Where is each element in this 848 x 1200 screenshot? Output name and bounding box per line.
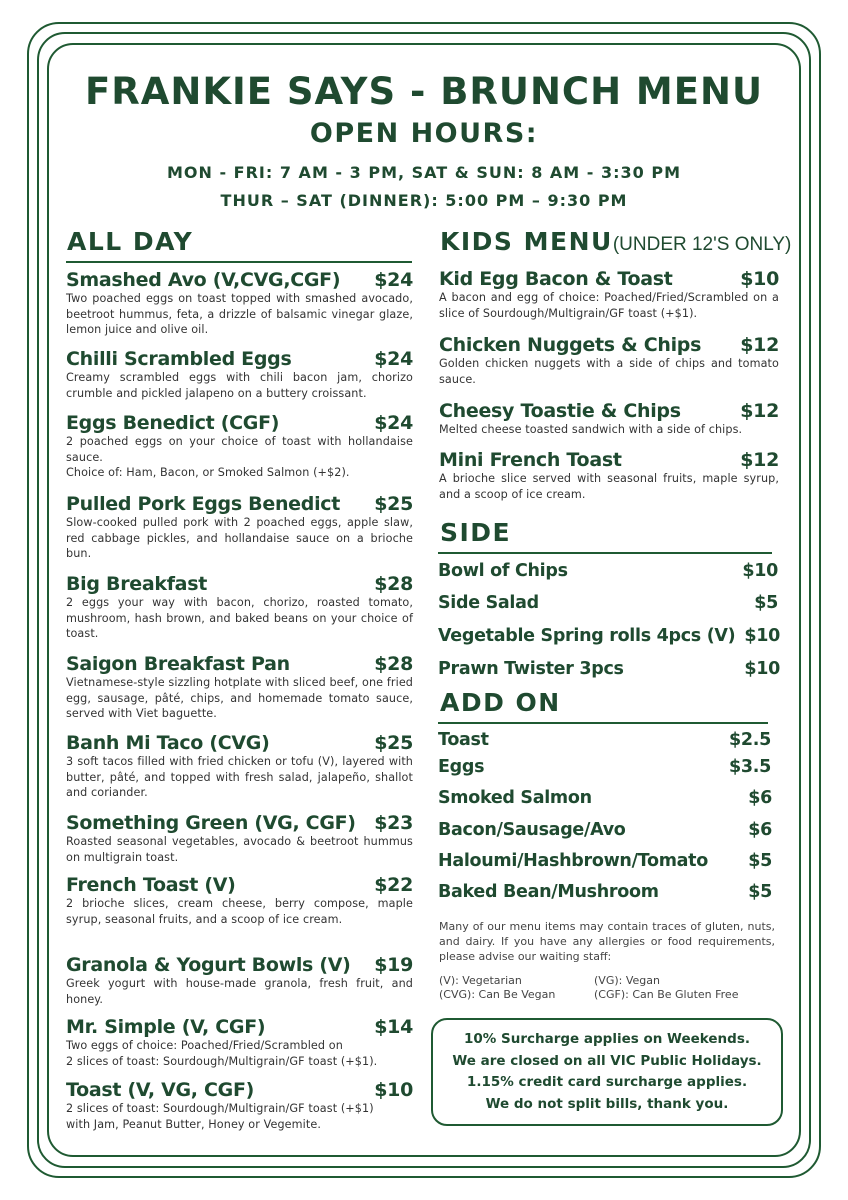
row-name: Baked Bean/Mushroom — [438, 882, 659, 902]
item-description: Creamy scrambled eggs with chili bacon jam, chorizo crumble and pickled jalapeno on a buttery croissant. — [66, 371, 413, 400]
menu-item — [66, 653, 413, 722]
item-name: Cheesy Toastie & Chips — [439, 400, 681, 422]
add-on-rule — [438, 722, 768, 724]
item-name: Mr. Simple (V, CGF) — [66, 1016, 266, 1038]
item-description: 2 poached eggs on your choice of toast with hollandaise sauce. — [66, 435, 413, 464]
row-name: Haloumi/Hashbrown/Tomato — [438, 851, 708, 871]
kids-menu-title: KIDS MENU — [440, 227, 613, 256]
row-name: Bowl of Chips — [438, 561, 568, 581]
row-price: $2.5 — [729, 730, 771, 750]
menu-item — [66, 1016, 413, 1069]
side-row — [438, 561, 778, 581]
row-price: $10 — [744, 626, 780, 646]
item-name: Big Breakfast — [66, 573, 207, 595]
item-price: $24 — [374, 269, 413, 291]
item-price: $23 — [374, 812, 413, 834]
notice-split-bills: We do not split bills, thank you. — [485, 1095, 729, 1112]
item-description: A brioche slice served with seasonal fruits, maple syrup, and a scoop of ice cream. — [439, 472, 779, 501]
menu-item — [66, 348, 413, 401]
item-price: $24 — [374, 348, 413, 370]
item-price: $28 — [374, 653, 413, 675]
item-description: 2 slices of toast: Sourdough/Multigrain/GF toast (+$1) — [66, 1102, 374, 1115]
item-description-extra: Choice of: Ham, Bacon, or Smoked Salmon (+$2). — [66, 466, 350, 479]
item-price: $19 — [374, 954, 413, 976]
item-description-extra: 2 slices of toast: Sourdough/Multigrain/GF toast (+$1). — [66, 1054, 378, 1068]
menu-item — [66, 269, 413, 338]
notice-weekend-surcharge: 10% Surcharge applies on Weekends. — [463, 1031, 750, 1047]
item-name: Chicken Nuggets & Chips — [439, 334, 702, 356]
row-name: Toast — [438, 730, 489, 750]
row-price: $10 — [742, 561, 778, 581]
item-name: Smashed Avo (V,CVG,CGF) — [66, 269, 341, 291]
menu-item — [66, 812, 413, 865]
item-description: Slow-cooked pulled pork with 2 poached eggs, apple slaw, red cabbage pickles, and hollandaise sauce on a brioche bun. — [66, 516, 413, 560]
item-name: Banh Mi Taco (CVG) — [66, 732, 270, 754]
menu-item — [66, 1079, 413, 1132]
dietary-legend — [439, 974, 779, 1002]
item-name: Kid Egg Bacon & Toast — [439, 268, 673, 290]
side-rule — [438, 552, 772, 554]
row-name: Side Salad — [438, 593, 539, 613]
hours-dinner: THUR – SAT (DINNER): 5:00 PM – 9:30 PM — [220, 191, 628, 210]
item-description: Two eggs of choice: Poached/Fried/Scrambled on — [66, 1039, 343, 1052]
add-on-row — [438, 882, 772, 902]
item-description: Melted cheese toasted sandwich with a side of chips. — [439, 423, 743, 436]
menu-title: FRANKIE SAYS - BRUNCH MENU — [84, 70, 764, 113]
menu-item — [66, 412, 413, 481]
side-row — [438, 626, 780, 646]
row-price: $6 — [748, 820, 772, 840]
row-name: Bacon/Sausage/Avo — [438, 820, 626, 840]
menu-item — [66, 874, 413, 927]
side-row — [438, 659, 780, 679]
item-price: $12 — [740, 400, 779, 422]
legend-can-be-vegan: (CVG): Can Be Vegan — [439, 988, 556, 1001]
menu-item — [439, 400, 779, 438]
item-name: Granola & Yogurt Bowls (V) — [66, 954, 351, 976]
item-price: $24 — [374, 412, 413, 434]
item-price: $25 — [374, 732, 413, 754]
add-on-row — [438, 730, 771, 750]
item-name: Toast (V, VG, CGF) — [66, 1079, 255, 1101]
add-on-row — [438, 851, 772, 871]
item-price: $10 — [740, 268, 779, 290]
add-on-heading: ADD ON — [440, 688, 561, 717]
row-name: Prawn Twister 3pcs — [438, 659, 624, 679]
add-on-row — [438, 820, 772, 840]
row-price: $3.5 — [729, 757, 771, 777]
kids-menu-heading — [440, 227, 791, 256]
surcharge-notice-box — [431, 1018, 783, 1126]
item-price: $12 — [740, 449, 779, 471]
menu-item — [66, 732, 413, 801]
item-name: Saigon Breakfast Pan — [66, 653, 290, 675]
legend-vegan: (VG): Vegan — [594, 974, 660, 987]
item-name: Something Green (VG, CGF) — [66, 812, 356, 834]
item-description: 2 brioche slices, cream cheese, berry compose, maple syrup, seasonal fruits, and a scoop of ice cream. — [66, 897, 413, 926]
item-description: 2 eggs your way with bacon, chorizo, roasted tomato, mushroom, hash brown, and baked beans on your choice of toast. — [66, 596, 413, 640]
all-day-rule — [66, 261, 412, 263]
item-name: Mini French Toast — [439, 449, 622, 471]
row-price: $10 — [744, 659, 780, 679]
item-name: Chilli Scrambled Eggs — [66, 348, 292, 370]
all-day-heading: ALL DAY — [67, 227, 194, 256]
item-description-extra: with Jam, Peanut Butter, Honey or Vegemite. — [66, 1117, 321, 1131]
notice-public-holidays: We are closed on all VIC Public Holidays. — [452, 1052, 762, 1069]
kids-menu-note: (UNDER 12'S ONLY) — [612, 234, 792, 255]
row-name: Smoked Salmon — [438, 788, 592, 808]
hours-weekly: MON - FRI: 7 AM - 3 PM, SAT & SUN: 8 AM - 3:30 PM — [166, 163, 681, 182]
item-description: Vietnamese-style sizzling hotplate with sliced beef, one fried egg, sausage, pâté, chips, and homemade tomato sauce, served with Viet baguette. — [66, 676, 413, 720]
legend-can-be-gluten-free: (CGF): Can Be Gluten Free — [594, 988, 739, 1001]
add-on-row — [438, 757, 771, 777]
item-price: $14 — [374, 1016, 413, 1038]
row-price: $5 — [748, 882, 772, 902]
item-name: Eggs Benedict (CGF) — [66, 412, 280, 434]
item-price: $12 — [740, 334, 779, 356]
menu-item — [439, 334, 779, 387]
menu-item — [66, 573, 413, 642]
row-price: $5 — [748, 851, 772, 871]
side-heading: SIDE — [440, 518, 512, 547]
menu-item — [66, 493, 413, 562]
item-description: 3 soft tacos filled with fried chicken or tofu (V), layered with butter, pâté, and topped with fresh salad, jalapeño, shallot and coriander. — [66, 755, 413, 799]
item-description: A bacon and egg of choice: Poached/Fried/Scrambled on a slice of Sourdough/Multigrain/GF toast (+$1). — [439, 291, 779, 320]
menu-item — [66, 954, 413, 1007]
item-description: Golden chicken nuggets with a side of chips and tomato sauce. — [439, 357, 779, 386]
row-price: $6 — [748, 788, 772, 808]
item-name: French Toast (V) — [66, 874, 236, 896]
item-price: $25 — [374, 493, 413, 515]
menu-item — [439, 449, 779, 502]
add-on-row — [438, 788, 772, 808]
row-price: $5 — [754, 593, 778, 613]
item-price: $10 — [374, 1079, 413, 1101]
open-hours-heading: OPEN HOURS: — [309, 118, 539, 149]
item-name: Pulled Pork Eggs Benedict — [66, 493, 341, 515]
side-row — [438, 593, 778, 613]
item-price: $22 — [374, 874, 413, 896]
allergy-note: Many of our menu items may contain traces of gluten, nuts, and dairy. If you have any allergies or food requirements, please advise our waiting staff: — [439, 920, 775, 963]
legend-vegetarian: (V): Vegetarian — [439, 974, 522, 987]
item-description: Two poached eggs on toast topped with smashed avocado, beetroot hummus, feta, a drizzle of balsamic vinegar glaze, lemon juice and olive oil. — [66, 292, 413, 336]
item-price: $28 — [374, 573, 413, 595]
notice-card-surcharge: 1.15% credit card surcharge applies. — [466, 1074, 748, 1090]
row-name: Eggs — [438, 757, 485, 777]
menu-item — [439, 268, 779, 321]
item-description: Roasted seasonal vegetables, avocado & beetroot hummus on multigrain toast. — [66, 835, 413, 864]
row-name: Vegetable Spring rolls 4pcs (V) — [438, 626, 736, 646]
item-description: Greek yogurt with house-made granola, fresh fruit, and honey. — [66, 977, 413, 1006]
